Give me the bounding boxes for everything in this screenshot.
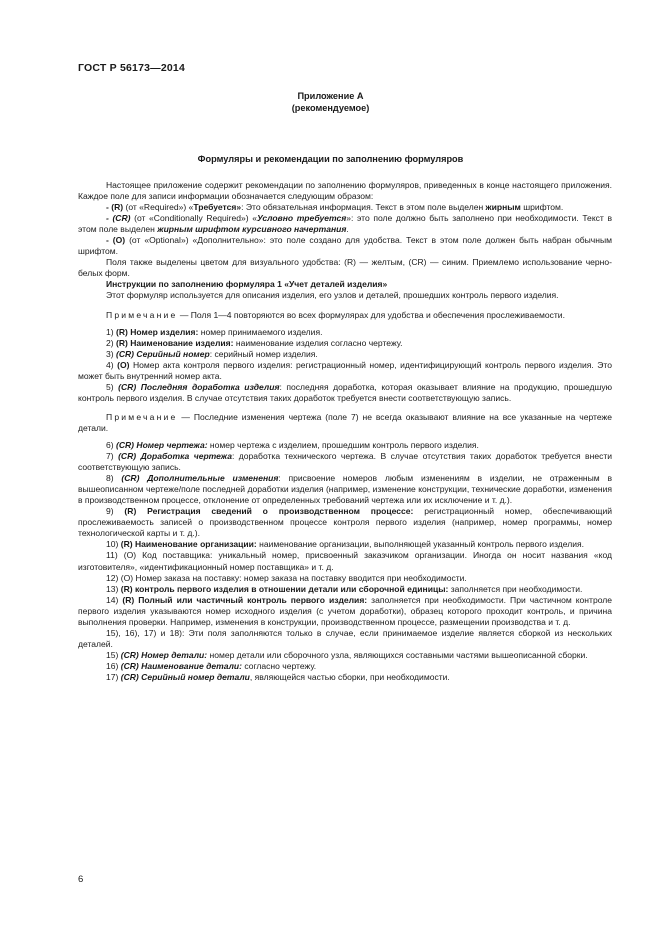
- list-item: 5) (CR) Последняя доработка изделия: последняя доработка, которая оказывает влияние на продукцию, прошедшую контроль первого изделия. В случае отсутствия таких доработок требуется внести соответствующую запись.: [78, 381, 613, 403]
- list-item: 6) (CR) Номер чертежа: номер чертежа с изделием, прошедшим контроль первого изделия.: [106, 439, 479, 450]
- annex-title: Приложение А: [297, 91, 364, 101]
- list-item: 8) (CR) Дополнительные изменения: присвоение номеров любым изменениям в изделии, не отраженным в вышеописанном чертеже/поле последней доработки изделия (например, изменение конструкции, технические доработки, изменения в производственном процессе, отклонение от определенных требований чертежа или их исключение и т. д.).: [78, 473, 612, 506]
- list-item: 4) (O) Номер акта контроля первого изделия: регистрационный номер, идентифицирующий контроль первого изделия. Это может быть внутренний номер акта.: [78, 359, 612, 381]
- list-item: 13) (R) контроль первого изделия в отношении детали или сборочной единицы: заполняется при необходимости.: [106, 583, 583, 594]
- page-number: 6: [78, 874, 84, 885]
- field-list-1: [78, 327, 612, 404]
- instructions-paragraph: Этот формуляр используется для описания изделия, его узлов и деталей, прошедших контроль первого изделия.: [106, 290, 559, 301]
- list-item: 11) (O) Код поставщика: уникальный номер, присвоенный заказчиком организации. Иногда он носит названия «код изготовителя», «идентификационный номер поставщика» и т. д.: [78, 550, 612, 572]
- note-paragraph: Примечание — Поля 1—4 повторяются во всех формулярах для удобства и обеспечения прослеживаемости.: [106, 309, 565, 320]
- document-header: ГОСТ Р 56173—2014: [78, 62, 186, 74]
- document-body: [78, 180, 612, 683]
- intro-paragraph: Настоящее приложение содержит рекомендации по заполнению формуляров, приведенных в конце настоящего приложения. Каждое поле для записи информации обозначается следующим образом:: [78, 180, 612, 202]
- list-item: 16) (CR) Наименование детали: согласно чертежу.: [106, 660, 317, 671]
- list-item: 3) (CR) Серийный номер: серийный номер изделия.: [106, 348, 318, 359]
- section-title: Формуляры и рекомендации по заполнению формуляров: [197, 154, 464, 164]
- list-item: 15), 16), 17) и 18): Эти поля заполняются только в случае, если принимаемое изделие является сборкой из нескольких деталей.: [78, 627, 612, 649]
- list-item: 14) (R) Полный или частичный контроль первого изделия: заполняется при необходимости. При частичном контроле первого изделия указываются номер исходного изделия (с учетом доработки), образец которого проходит контроль, и причина выполнения проверки. Например, изменения в конструкции, производственном процессе, размещении производства и т. д.: [78, 594, 612, 627]
- note-paragraph: Примечание — Последние изменения чертежа (поле 7) не всегда оказывают влияние на все указанные на чертеже детали.: [78, 411, 612, 433]
- list-item: 10) (R) Наименование организации: наименование организации, выполняющей указанный контроль первого изделия.: [106, 539, 585, 550]
- list-item: 7) (CR) Доработка чертежа: доработка технического чертежа. В случае отсутствия таких доработок требуется внести соответствующую запись.: [78, 451, 613, 473]
- field-list-2: [78, 440, 612, 683]
- field-code-optional: - (О) (от «Optional») «Дополнительно»: это поле создано для удобства. Текст в этом поле должен быть набран обычным шрифтом.: [78, 235, 613, 257]
- list-item: 9) (R) Регистрация сведений о производственном процессе: регистрационный номер, обеспечивающий прослеживаемость записей о производственном процессе контроля первого изделия (например, номер программы, номер технологической карты и т. д.).: [78, 506, 613, 539]
- field-code-conditional: - (CR) (от «Conditionally Required») «Условно требуется»: это поле должно быть заполнено при необходимости. Текст в этом поле выделен жирным шрифтом курсивного начертания.: [78, 213, 612, 235]
- field-code-required: - (R) (от «Required») «Требуется»: Это обязательная информация. Текст в этом поле выделен жирным шрифтом.: [106, 202, 564, 213]
- list-item: 2) (R) Наименование изделия: наименование изделия согласно чертежу.: [106, 337, 403, 348]
- list-item: 12) (O) Номер заказа на поставку: номер заказа на поставку вводится при необходимости.: [106, 572, 467, 583]
- annex-subtitle: (рекомендуемое): [291, 103, 370, 113]
- list-item: 17) (CR) Серийный номер детали, являющейся частью сборки, при необходимости.: [106, 671, 450, 682]
- color-paragraph: Поля также выделены цветом для визуального удобства: (R) — желтым, (CR) — синим. Приемлемо использование черно-белых форм.: [78, 257, 612, 279]
- instructions-heading: Инструкции по заполнению формуляра 1 «Учет деталей изделия»: [106, 279, 388, 290]
- list-item: 1) (R) Номер изделия: номер принимаемого изделия.: [106, 326, 323, 337]
- list-item: 15) (CR) Номер детали: номер детали или сборочного узла, являющихся составными частями вышеописанной сборки.: [106, 649, 588, 660]
